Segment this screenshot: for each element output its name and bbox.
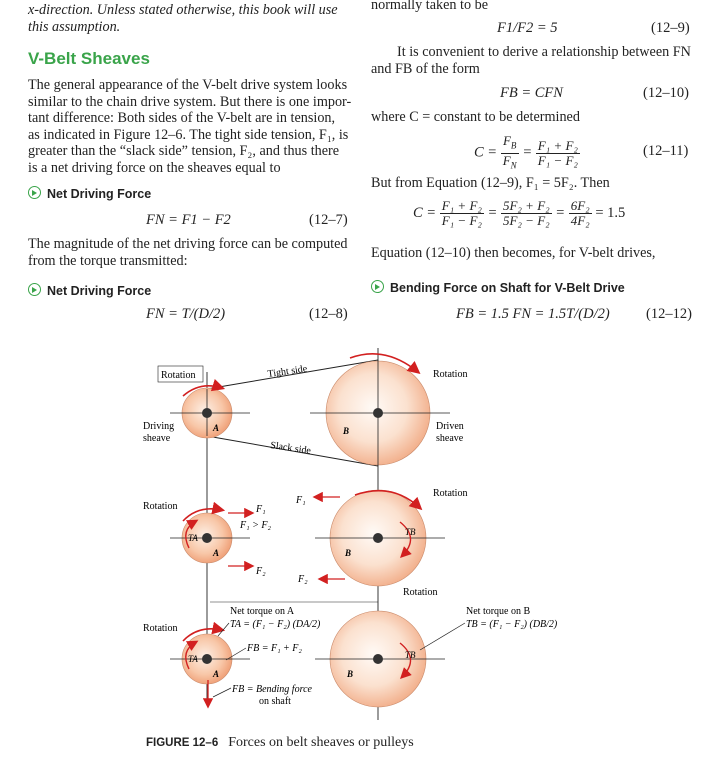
label-ta: TA (188, 533, 198, 543)
label-ta: TA (188, 654, 198, 664)
label-fb-bending: on shaft (259, 696, 291, 707)
label-driving-sheave: Driving (143, 421, 175, 432)
text-line: It is convenient to derive a relationship between FN (397, 44, 691, 60)
text-line: greater than the “slack side” tension, F₂, and thus there (28, 143, 340, 160)
equation-c-value: C = $\frac{\text{F₁ + F₂}}{\text{F₁ − F₂}}$ = $\frac{\text{5F₂ + F₂}}{\text{5F₂ − F₂}}$ = $\frac{\text{6F₂}}{\text{4F₂}}$ = 1.5 (413, 198, 626, 228)
text-line: tant difference: Both sides of the V-belt are in tension, (28, 110, 336, 127)
equation-12-11: C = $\frac{F_B}{F_N}$ = $\frac{\text{F₁ + F₂}}{\text{F₁ − F₂}}$ (474, 133, 578, 171)
label-rotation: Rotation (143, 501, 178, 512)
equation-number: (12–12) (646, 306, 692, 322)
caption-label: FIGURE 12–6 (146, 737, 219, 749)
equation-number: (12–10) (643, 85, 689, 101)
label-a: A (213, 548, 220, 558)
shaft-icon (373, 533, 383, 543)
label-fb-bending: FB = Bending force (232, 684, 312, 695)
label-tb: TB (405, 527, 416, 537)
equation-number: (12–7) (309, 212, 348, 228)
text-line: The general appearance of the V-belt drive system looks (28, 77, 348, 93)
label-rotation: Rotation (403, 587, 438, 598)
shaft-icon (202, 533, 212, 543)
shaft-icon (373, 408, 383, 418)
label-tb: TB (405, 650, 416, 660)
margin-label-text: Net Driving Force (47, 284, 152, 298)
label-slack-side: Slack side (269, 440, 312, 457)
label-net-torque-b: Net torque on B (466, 606, 531, 617)
label-ta-formula: TA = (F₁ − F₂) (DA/2) (230, 619, 321, 630)
label-tight-side: Tight side (266, 363, 308, 380)
label-f1: F₁ (296, 495, 306, 506)
then-line: Equation (12–10) then becomes, for V-belt drives, (371, 245, 656, 261)
label-driving-sheave: sheave (143, 433, 171, 444)
label-rotation: Rotation (161, 370, 196, 381)
text-line: x-direction. Unless stated otherwise, this book will use (28, 2, 338, 18)
figure-caption (146, 733, 414, 751)
equation-number: (12–8) (309, 306, 348, 322)
text-line: The magnitude of the net driving force can be computed (28, 236, 348, 252)
margin-label-text: Bending Force on Shaft for V-Belt Drive (390, 281, 625, 295)
caption-text: Forces on belt sheaves or pulleys (228, 735, 414, 750)
equation-text: FN = F1 − F2 (146, 212, 231, 228)
label-a: A (213, 423, 220, 433)
label-driven-sheave: Driven (436, 421, 464, 432)
label-f1-greater-f2: F₁ > F₂ (240, 520, 271, 531)
margin-label-text: Net Driving Force (47, 187, 152, 201)
label-b: B (343, 426, 350, 436)
shaft-icon (373, 654, 383, 664)
text-line: is a net driving force on the sheaves equal to (28, 159, 281, 176)
equation-number: (12–9) (651, 20, 690, 36)
text-line: as indicated in Figure 12–6. The tight side tension, F₁, is (28, 126, 349, 143)
label-f2: F₂ (256, 566, 266, 577)
text-line: and FB of the form (371, 60, 480, 77)
label-driven-sheave: sheave (436, 433, 464, 444)
equation-12-12: FB = 1.5 FN = 1.5T/(D/2) (456, 306, 610, 322)
text-line: this assumption. (28, 18, 121, 35)
label-fb-formula: FB = F₁ + F₂ (247, 643, 302, 654)
where-line: where C = constant to be determined (371, 109, 580, 125)
label-rotation: Rotation (433, 369, 468, 380)
right-intro-text: normally taken to be (371, 0, 489, 13)
equation-number: (12–11) (643, 143, 689, 159)
equation-12-9: F1/F2 = 5 (497, 20, 558, 36)
section-heading: V-Belt Sheaves (28, 49, 150, 68)
label-f1: F₁ (256, 504, 266, 515)
label-rotation: Rotation (143, 623, 178, 634)
label-net-torque-a: Net torque on A (230, 606, 295, 617)
equation-12-8: FN = T/(D/2) (146, 306, 226, 322)
but-line: But from Equation (12–9), F₁ = 5F₂. Then (371, 175, 610, 191)
shaft-icon (202, 654, 212, 664)
label-tb-formula: TB = (F₁ − F₂) (DB/2) (466, 619, 558, 630)
text-line: from the torque transmitted: (28, 252, 188, 269)
text-line: similar to the chain drive system. But there is one impor- (28, 93, 352, 110)
label-a: A (213, 669, 220, 679)
label-f2: F₂ (298, 574, 308, 585)
label-b: B (345, 548, 352, 558)
shaft-icon (202, 408, 212, 418)
label-b: B (347, 669, 354, 679)
equation-result: = 1.5 (595, 205, 626, 221)
label-rotation: Rotation (433, 488, 468, 499)
equation-12-10: FB = CFN (500, 85, 563, 101)
